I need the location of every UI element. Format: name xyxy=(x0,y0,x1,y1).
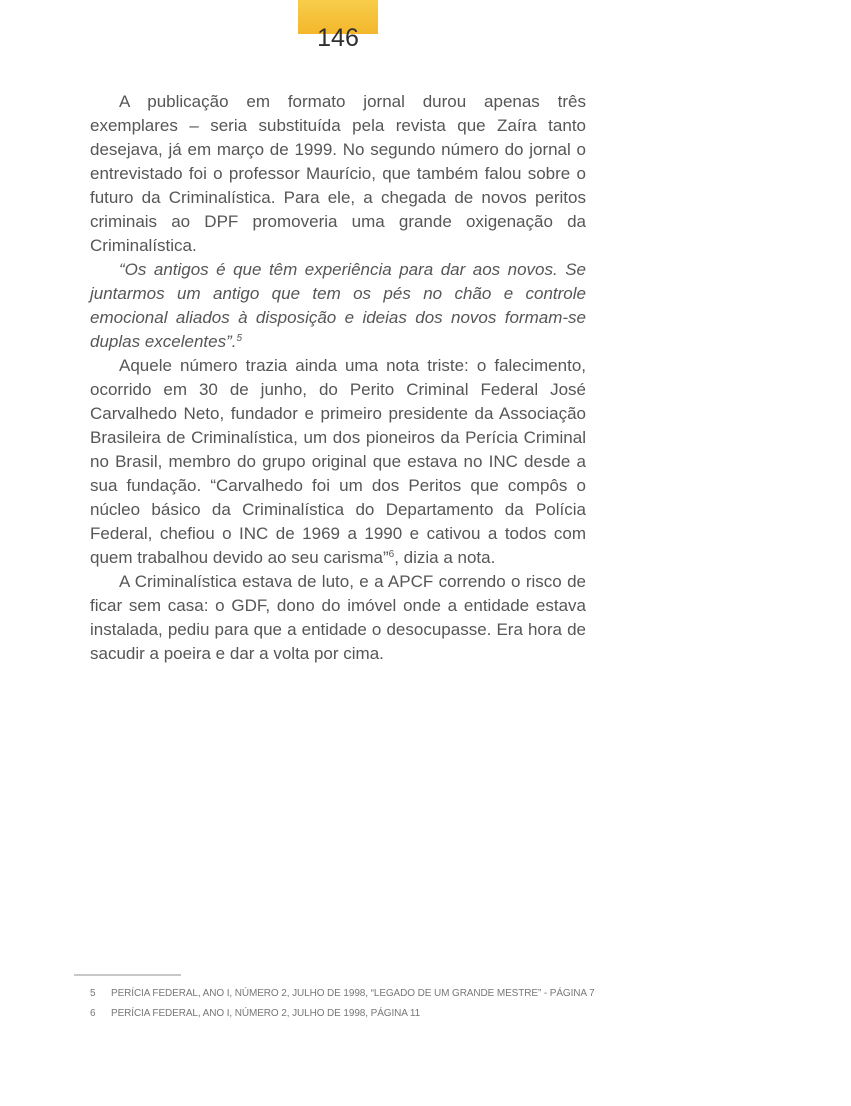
footnote-number: 6 xyxy=(90,1008,96,1019)
footnote-text: PERÍCIA FEDERAL, ANO I, NÚMERO 2, JULHO DE 1998, PÁGINA 11 xyxy=(111,1008,421,1019)
footnote-text: PERÍCIA FEDERAL, ANO I, NÚMERO 2, JULHO DE 1998, “LEGADO DE UM GRANDE MESTRE” - PÁGINA 7 xyxy=(111,988,595,999)
footnote-item xyxy=(90,986,770,1006)
paragraph-quote xyxy=(90,258,586,354)
footnote-ref-6: 6 xyxy=(388,549,395,560)
page-number: 146 xyxy=(317,24,359,52)
footnote-divider xyxy=(74,974,181,976)
footnote-ref-5: 5 xyxy=(236,333,243,344)
paragraph-3-text-a: Aquele número trazia ainda uma nota triste: o falecimento, ocorrido em 30 de junho, do Perito Criminal Federal José Carvalhedo Neto, fundador e primeiro presidente da Associação Brasileira de Criminalística, um dos pioneiros da Perícia Criminal no Brasil, membro do grupo original que estava no INC desde a sua fundação. “Carvalhedo foi um dos Peritos que compôs o núcleo básico da Criminalística do Departamento da Polícia Federal, chefiou o INC de 1969 a 1990 e cativou a todos com quem trabalhou devido ao seu carisma” xyxy=(90,356,586,567)
paragraph-1: A publicação em formato jornal durou apenas três exemplares – seria substituída pela revista que Zaíra tanto desejava, já em março de 1999. No segundo número do jornal o entrevistado foi o professor Maurício, que também falou sobre o futuro da Criminalística. Para ele, a chegada de novos peritos criminais ao DPF promoveria uma grande oxigenação da Criminalística. xyxy=(90,92,586,255)
article-body xyxy=(90,90,586,666)
paragraph-4: A Criminalística estava de luto, e a APCF correndo o risco de ficar sem casa: o GDF, dono do imóvel onde a entidade estava instalada, pediu para que a entidade o desocupasse. Era hora de sacudir a poeira e dar a volta por cima. xyxy=(90,572,586,663)
paragraph-3-text-b: , dizia a nota. xyxy=(394,548,496,567)
footnote-item xyxy=(90,1006,770,1026)
footnote-number: 5 xyxy=(90,988,96,999)
paragraph-3 xyxy=(90,354,586,570)
footnotes xyxy=(90,986,770,1026)
quote-text: “Os antigos é que têm experiência para dar aos novos. Se juntarmos um antigo que tem os pés no chão e controle emocional aliados à disposição e ideias dos novos formam-se duplas excelentes”. xyxy=(90,260,586,351)
